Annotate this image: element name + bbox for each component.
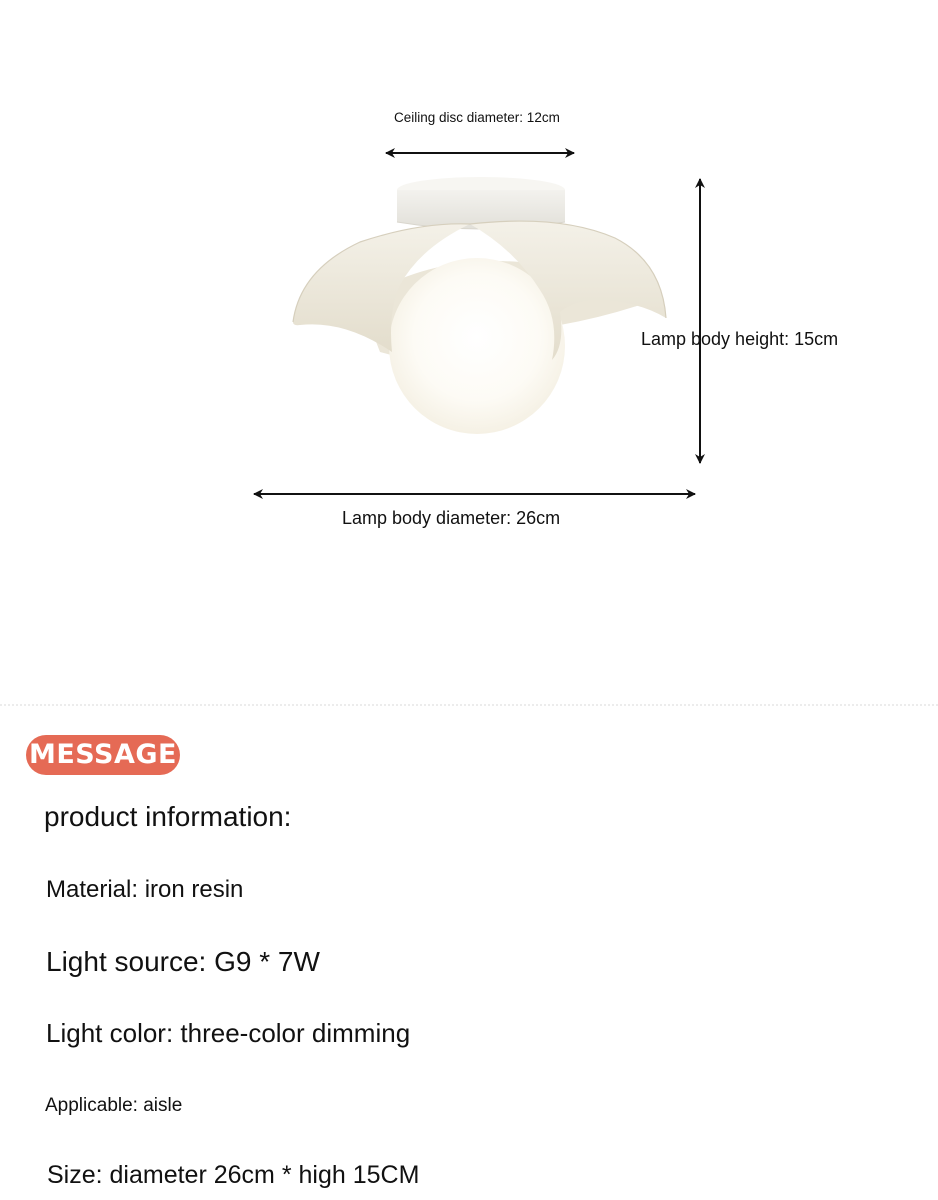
light-color-text: Light color: three-color dimming <box>46 1018 411 1048</box>
material-text: Material: iron resin <box>46 876 244 903</box>
body-diameter-label: Lamp body diameter: 26cm <box>342 508 561 528</box>
body-height-label: Lamp body height: 15cm <box>641 329 839 349</box>
disc-diameter-label: Ceiling disc diameter: 12cm <box>394 110 560 125</box>
product-info-title: product information: <box>44 801 292 832</box>
applicable-text: Applicable: aisle <box>45 1095 183 1116</box>
light-source-text: Light source: G9 * 7W <box>46 946 320 977</box>
size-text: Size: diameter 26cm * high 15CM <box>47 1161 420 1189</box>
section-divider <box>0 704 938 706</box>
message-badge: MESSAGE <box>26 735 180 775</box>
